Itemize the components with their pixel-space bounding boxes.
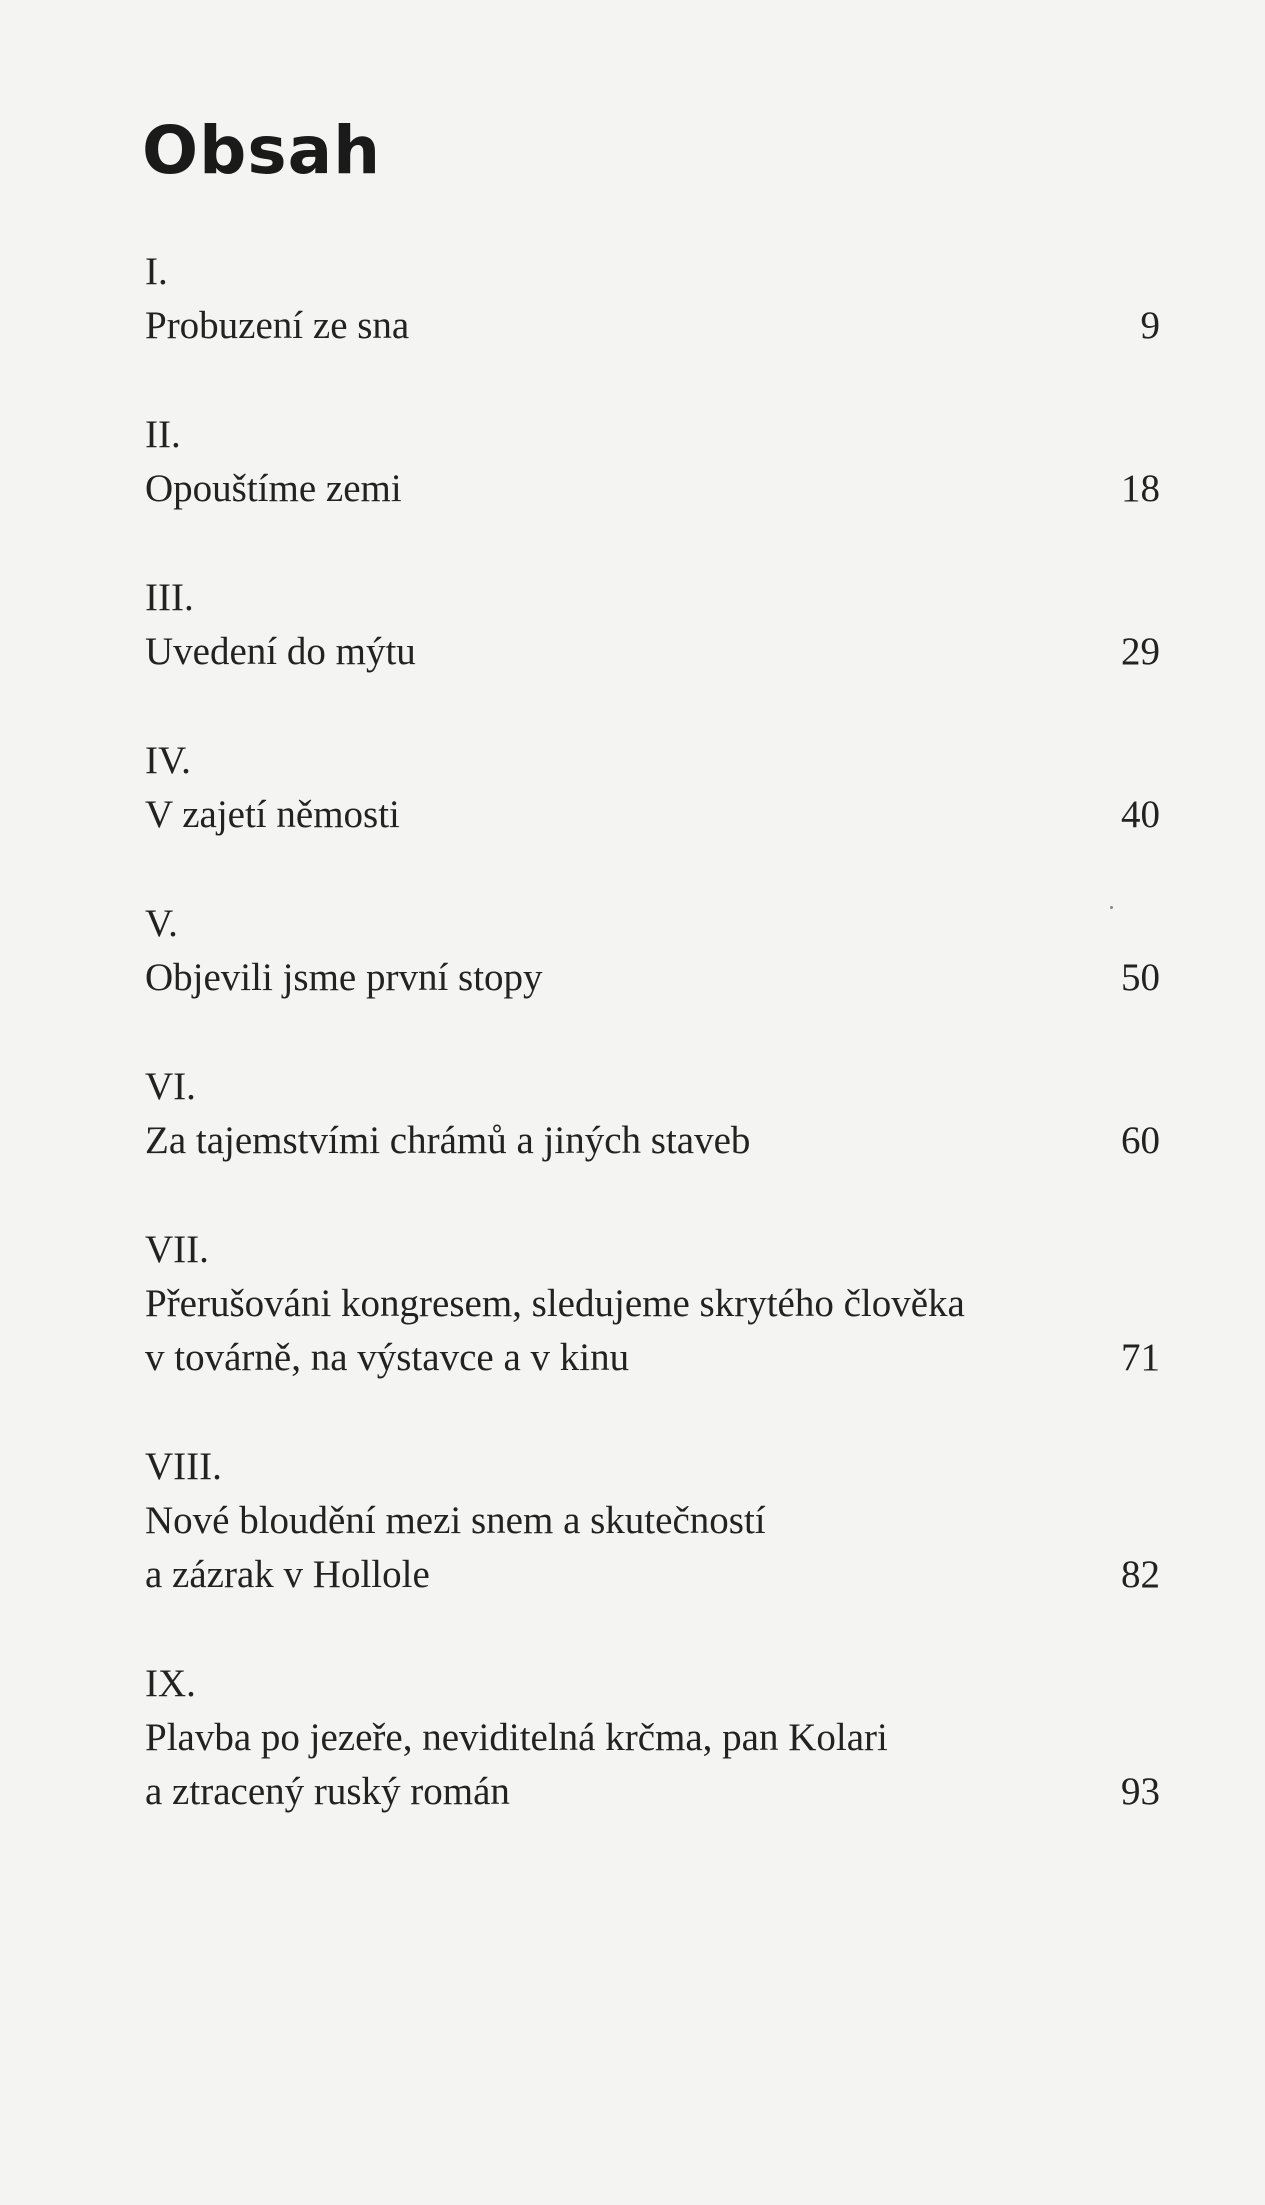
chapter-title-line-2: a ztracený ruský román	[145, 1770, 510, 1813]
chapter-title-line-1: Plavba po jezeře, neviditelná krčma, pan Kolari	[145, 1716, 888, 1759]
page-heading: Obsah	[142, 112, 382, 189]
toc-entry-8	[145, 1440, 1160, 1602]
chapter-title-line-2: v továrně, na výstavce a v kinu	[145, 1336, 630, 1379]
page-number: 93	[1121, 1770, 1160, 1813]
page-number: 9	[1140, 304, 1160, 347]
chapter-numeral: II.	[145, 413, 181, 456]
chapter-title-line-2: a zázrak v Hollole	[145, 1553, 430, 1596]
page-number: 71	[1121, 1336, 1160, 1379]
toc-entry-4	[145, 734, 1160, 842]
page-number: 82	[1121, 1553, 1160, 1596]
toc-entry-2	[145, 408, 1160, 516]
ink-speck	[1110, 906, 1113, 909]
toc-entry-5	[145, 897, 1160, 1005]
chapter-title: Uvedení do mýtu	[145, 630, 416, 673]
page-number: 18	[1121, 467, 1160, 510]
chapter-title: Objevili jsme první stopy	[145, 956, 543, 999]
chapter-title-line-1: Přerušováni kongresem, sledujeme skrytého člověka	[145, 1282, 965, 1325]
toc-entry-6	[145, 1060, 1160, 1168]
chapter-numeral: I.	[145, 250, 168, 293]
chapter-numeral: IV.	[145, 739, 191, 782]
toc-entry-3	[145, 571, 1160, 679]
chapter-numeral: III.	[145, 576, 194, 619]
chapter-numeral: VII.	[145, 1228, 209, 1271]
toc-entry-1	[145, 245, 1160, 353]
toc-entry-7	[145, 1223, 1160, 1385]
chapter-title: Probuzení ze sna	[145, 304, 410, 347]
page-number: 29	[1121, 630, 1160, 673]
chapter-numeral: VIII.	[145, 1445, 222, 1488]
chapter-title-line-1: Nové bloudění mezi snem a skutečností	[145, 1499, 766, 1542]
chapter-title: Opouštíme zemi	[145, 467, 402, 510]
chapter-title: V zajetí němosti	[145, 793, 400, 836]
chapter-numeral: IX.	[145, 1662, 196, 1705]
table-of-contents	[145, 245, 1160, 1874]
page-number: 60	[1121, 1119, 1160, 1162]
chapter-numeral: VI.	[145, 1065, 196, 1108]
page-number: 40	[1121, 793, 1160, 836]
chapter-title: Za tajemstvími chrámů a jiných staveb	[145, 1119, 751, 1162]
page-number: 50	[1121, 956, 1160, 999]
toc-entry-9	[145, 1657, 1160, 1819]
chapter-numeral: V.	[145, 902, 178, 945]
